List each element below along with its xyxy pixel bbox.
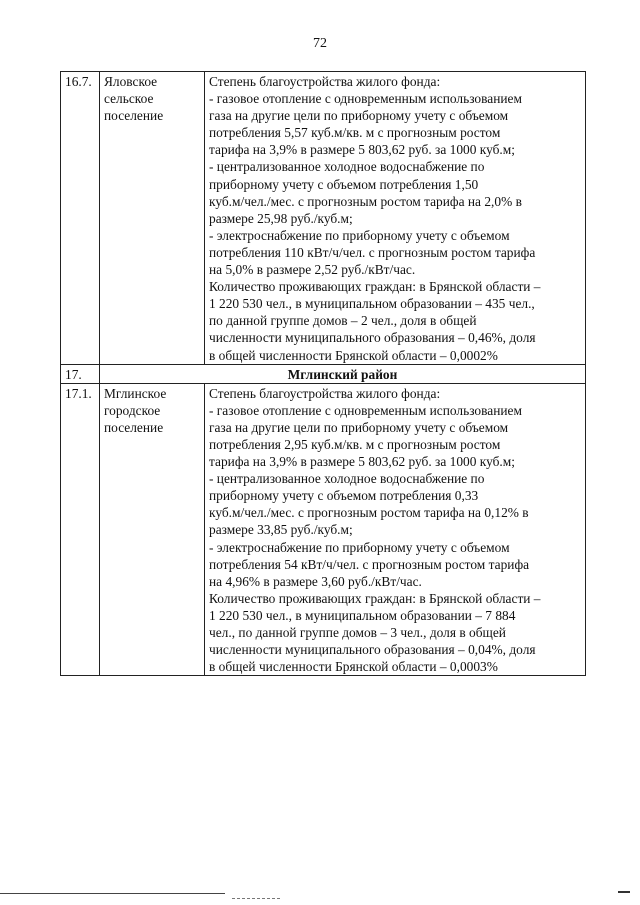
description-line: потребления 54 кВт/ч/чел. с прогнозным ростом тарифа [209,556,530,572]
description-line: - газовое отопление с одновременным использованием [209,91,522,107]
description-cell [205,72,586,365]
row-number: 17.1. [61,383,100,676]
description-line: 1 220 530 чел., в муниципальном образовании – 7 884 [209,607,516,623]
settlement-name-line: поселение [104,108,164,124]
description-line: Количество проживающих граждан: в Брянской области – [209,279,541,295]
description-line: на 4,96% в размере 3,60 руб./кВт/час. [209,573,422,589]
description-line: - газовое отопление с одновременным использованием [209,402,522,418]
description-line: потребления 110 кВт/ч/чел. с прогнозным ростом тарифа [209,244,536,260]
description-line: - централизованное холодное водоснабжение по [209,471,485,487]
description-cell [205,383,586,676]
description-line: приборному учету с объемом потребления 1,50 [209,176,479,192]
description-line: Степень благоустройства жилого фонда: [209,385,441,401]
description-line: 1 220 530 чел., в муниципальном образовании – 435 чел., [209,296,535,312]
district-row [61,364,586,383]
description-line: размере 33,85 руб./куб.м; [209,522,353,538]
description-line: газа на другие цели по приборному учету с объемом [209,419,509,435]
row-number: 16.7. [61,72,100,365]
table-row [61,383,586,676]
description-line: на 5,0% в размере 2,52 руб./кВт/час. [209,262,416,278]
settlement-name [100,72,205,365]
description-line: куб.м/чел./мес. с прогнозным ростом тарифа на 0,12% в [209,505,529,521]
description-line: - электроснабжение по приборному учету с объемом [209,227,510,243]
settlement-name-line: Яловское [104,74,158,89]
description-line: приборному учету с объемом потребления 0,33 [209,488,479,504]
page-number: 72 [313,36,327,51]
district-title: Мглинский район [100,364,586,383]
description-line: в общей численности Брянской области – 0,0002% [209,347,498,363]
description-line: потребления 5,57 куб.м/кв. м с прогнозным ростом [209,125,501,141]
tariff-table [60,71,586,676]
description-line: размере 25,98 руб./куб.м; [209,210,353,226]
footer-rule [0,893,225,894]
description-line: чел., по данной группе домов – 3 чел., доля в общей [209,625,506,640]
description-line: численности муниципального образования – 0,04%, доля [209,642,536,658]
settlement-name-line: сельское [104,91,154,107]
description-line: по данной группе домов – 2 чел., доля в общей [209,313,477,329]
description-line: потребления 2,95 куб.м/кв. м с прогнозным ростом [209,436,501,452]
row-number: 17. [61,364,100,383]
description-line: численности муниципального образования – 0,46%, доля [209,330,536,346]
description-line: куб.м/чел./мес. с прогнозным ростом тарифа на 2,0% в [209,193,522,209]
description-line: - электроснабжение по приборному учету с объемом [209,539,510,555]
footer-rule-dashed [232,898,280,899]
table-row [61,72,586,365]
description-line: газа на другие цели по приборному учету с объемом [209,108,509,124]
footer-mark [618,891,630,893]
description-line: тарифа на 3,9% в размере 5 803,62 руб. за 1000 куб.м; [209,142,515,158]
settlement-name-line: городское [104,402,161,418]
settlement-name-line: Мглинское [104,385,167,401]
description-line: в общей численности Брянской области – 0,0003% [209,659,498,675]
settlement-name-line: поселение [104,419,164,435]
description-line: Количество проживающих граждан: в Брянской области – [209,590,541,606]
description-line: - централизованное холодное водоснабжение по [209,159,485,175]
settlement-name [100,383,205,676]
description-line: Степень благоустройства жилого фонда: [209,74,441,89]
description-line: тарифа на 3,9% в размере 5 803,62 руб. за 1000 куб.м; [209,454,515,470]
